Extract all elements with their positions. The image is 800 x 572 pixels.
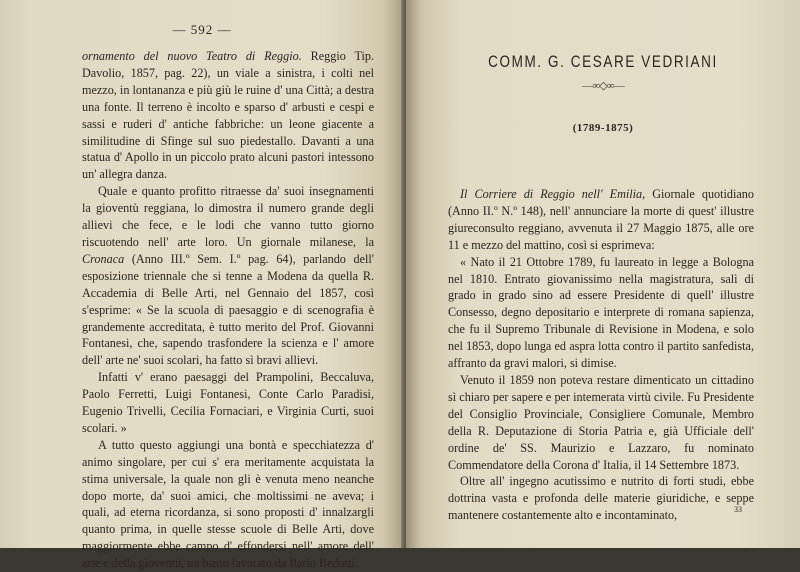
right-page-body: [448, 186, 754, 524]
paragraph: Il Corriere di Reggio nell' Emilia, Giornale quotidiano (Anno II.º N.º 148), nell' annunciare la morte di quest' illustre giureconsulto reggiano, avvenuta il 27 Maggio 1875, alle ore 11 e mezzo del mattino, così si esprimeva:: [448, 187, 754, 252]
paragraph: Infatti v' erano paesaggi del Prampolini, Beccaluva, Paolo Ferretti, Luigi Fontanesi, Conte Carlo Paradisi, Eugenio Trivelli, Cecilia Fornaciari, e Virginia Curti, suoi scolari. »: [82, 370, 374, 435]
italic-title: Cronaca: [82, 251, 125, 266]
life-dates: (1789-1875): [572, 122, 634, 134]
paragraph: ornamento del nuovo Teatro di Reggio. Reggio Tip. Davolio, 1857, pag. 22), un viale a sinistra, i colti nel mezzo, in lontananza e più giù le ruine d' una Città; a destra una fonte. Il terreno è incolto e sparso d' arbusti e cespi e sassi e ruderi d' antiche fabbriche: un leone giacente a similitudine di Sfinge sul suo piedestallo. Davanti a una statua d' Apollo in un piccolo prato alcuni pastori intessono un' allegra danza.: [82, 49, 374, 182]
italic-newspaper: Il Corriere di Reggio nell' Emilia,: [460, 187, 646, 201]
italic-lead: ornamento del nuovo Teatro di Reggio.: [82, 49, 302, 63]
chapter-title: COMM. G. CESARE VEDRIANI: [488, 52, 718, 71]
signature-mark: 33: [734, 505, 742, 514]
paragraph: Quale e quanto profitto ritraesse da' suoi insegnamenti la gioventù reggiana, lo dimostra il numero grande degli allievi che fece, e le lodi che vanno tutto giorno riscuotendo nell' arte loro. Un giornale milanese, la Cronaca (Anno III.º Sem. I.º pag. 64), parlando dell' esposizione triennale che si tenne a Modena da quella R. Accademia di Belle Arti, nel Gennaio del 1857, così s'esprime: « Se la scuola di paesaggio e di scenografia è grandemente accreditata, è tutto merito del Prof. Giovanni Fontanesi, che, sapendo trasfondere la scienza e l' amore dell' arte ne' suoi scolari, ha fatto sì bravi allievi.: [82, 184, 374, 368]
paragraph: A tutto questo aggiungi una bontà e specchiatezza d' animo singolare, per cui s' era meritamente acquistata la stima universale, la quale non gli è venuta meno neanche dopo morte, da' suoi amici, che moltissimi ne aveva; i quali, ad eterna ricordanza, si sono proposti d' innalzargli quanto prima, in quelle stesse scuole di Belle Arti, dove maggiormente ebbe campo d' effondersi nell' amore dell' arte e della gioventù, un busto lavorato da Ilario Bedotti.: [82, 437, 374, 571]
ornament-divider: —∞◇∞—: [582, 80, 624, 92]
paragraph: Oltre all' ingegno acutissimo e nutrito di forti studi, ebbe dottrina vasta e profonda delle materie giuridiche, e seppe mantenere costantemente alto e incontaminato,: [448, 474, 754, 523]
left-page-body: [82, 48, 374, 572]
paragraph: « Nato il 21 Ottobre 1789, fu laureato in legge a Bologna nel 1810. Entrato giovanissimo nella magistratura, salì di grado in grado sino ad essere Presidente di quell' illustre Consesso, degno depositario e interprete di romana sapienza, che fu il Supremo Tribunale di Revisione in Modena, e solo nel 1853, dopo lunga ed aspra lotta contro il partito sanfedista, affranto da gravi malori, si dimise.: [448, 254, 754, 371]
right-page: [406, 0, 800, 548]
page-number: — 592 —: [172, 22, 232, 37]
paragraph: Venuto il 1859 non poteva restare dimenticato un cittadino sì chiaro per sapere e per intemerata virtù civile. Fu Presidente del Consiglio Provinciale, Consigliere Comunale, Membro della R. Deputazione di Storia Patria e, già Ufficiale dell' ordine de' SS. Maurizio e Lazzaro, fu nominato Commendatore della Corona d' Italia, il 14 Settembre 1873.: [448, 372, 754, 472]
chapter-header: [406, 53, 800, 134]
